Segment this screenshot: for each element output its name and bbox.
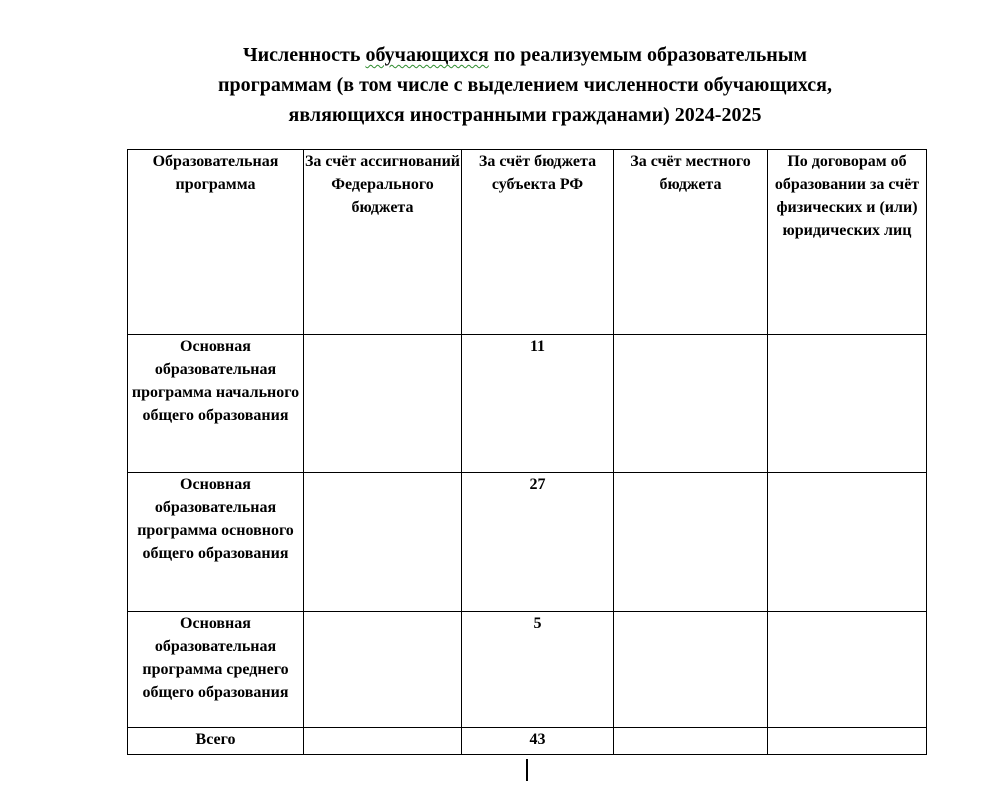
program-cell[interactable]: Основная образовательная программа начального общего образования bbox=[128, 335, 304, 473]
federal-cell[interactable] bbox=[304, 728, 462, 755]
contracts-cell[interactable] bbox=[768, 612, 927, 728]
local-cell[interactable] bbox=[614, 473, 768, 612]
contracts-cell[interactable] bbox=[768, 728, 927, 755]
local-cell[interactable] bbox=[614, 612, 768, 728]
document-title bbox=[130, 40, 920, 130]
contracts-cell[interactable] bbox=[768, 473, 927, 612]
federal-cell[interactable] bbox=[304, 612, 462, 728]
title-line-3: являющихся иностранными гражданами) 2024-2025 bbox=[288, 104, 762, 126]
enrollment-table bbox=[127, 149, 927, 755]
program-cell[interactable]: Основная образовательная программа среднего общего образования bbox=[128, 612, 304, 728]
table-row bbox=[128, 335, 927, 473]
program-cell[interactable]: Основная образовательная программа основного общего образования bbox=[128, 473, 304, 612]
header-cell[interactable]: Образовательная программа bbox=[128, 150, 304, 335]
regional-cell[interactable]: 5 bbox=[462, 612, 614, 728]
title-line-1 bbox=[130, 40, 920, 70]
regional-cell[interactable]: 43 bbox=[462, 728, 614, 755]
program-cell[interactable]: Всего bbox=[128, 728, 304, 755]
regional-cell[interactable]: 11 bbox=[462, 335, 614, 473]
table-row bbox=[128, 612, 927, 728]
federal-cell[interactable] bbox=[304, 473, 462, 612]
table-total-row bbox=[128, 728, 927, 755]
title-line-2: программам (в том числе с выделением численности обучающихся, bbox=[218, 74, 832, 96]
regional-cell[interactable]: 27 bbox=[462, 473, 614, 612]
local-cell[interactable] bbox=[614, 335, 768, 473]
contracts-cell[interactable] bbox=[768, 335, 927, 473]
table-header-row bbox=[128, 150, 927, 335]
text-cursor bbox=[526, 759, 528, 781]
local-cell[interactable] bbox=[614, 728, 768, 755]
table-row bbox=[128, 473, 927, 612]
spellcheck-flagged-word[interactable]: обучающихся bbox=[365, 44, 489, 66]
header-cell[interactable]: По договорам об образовании за счёт физических и (или) юридических лиц bbox=[768, 150, 927, 335]
federal-cell[interactable] bbox=[304, 335, 462, 473]
title-text: по реализуемым образовательным bbox=[488, 44, 808, 66]
header-cell[interactable]: За счёт ассигнований Федерального бюджета bbox=[304, 150, 462, 335]
title-text: Численность bbox=[242, 44, 366, 66]
header-cell[interactable]: За счёт местного бюджета bbox=[614, 150, 768, 335]
header-cell[interactable]: За счёт бюджета субъекта РФ bbox=[462, 150, 614, 335]
